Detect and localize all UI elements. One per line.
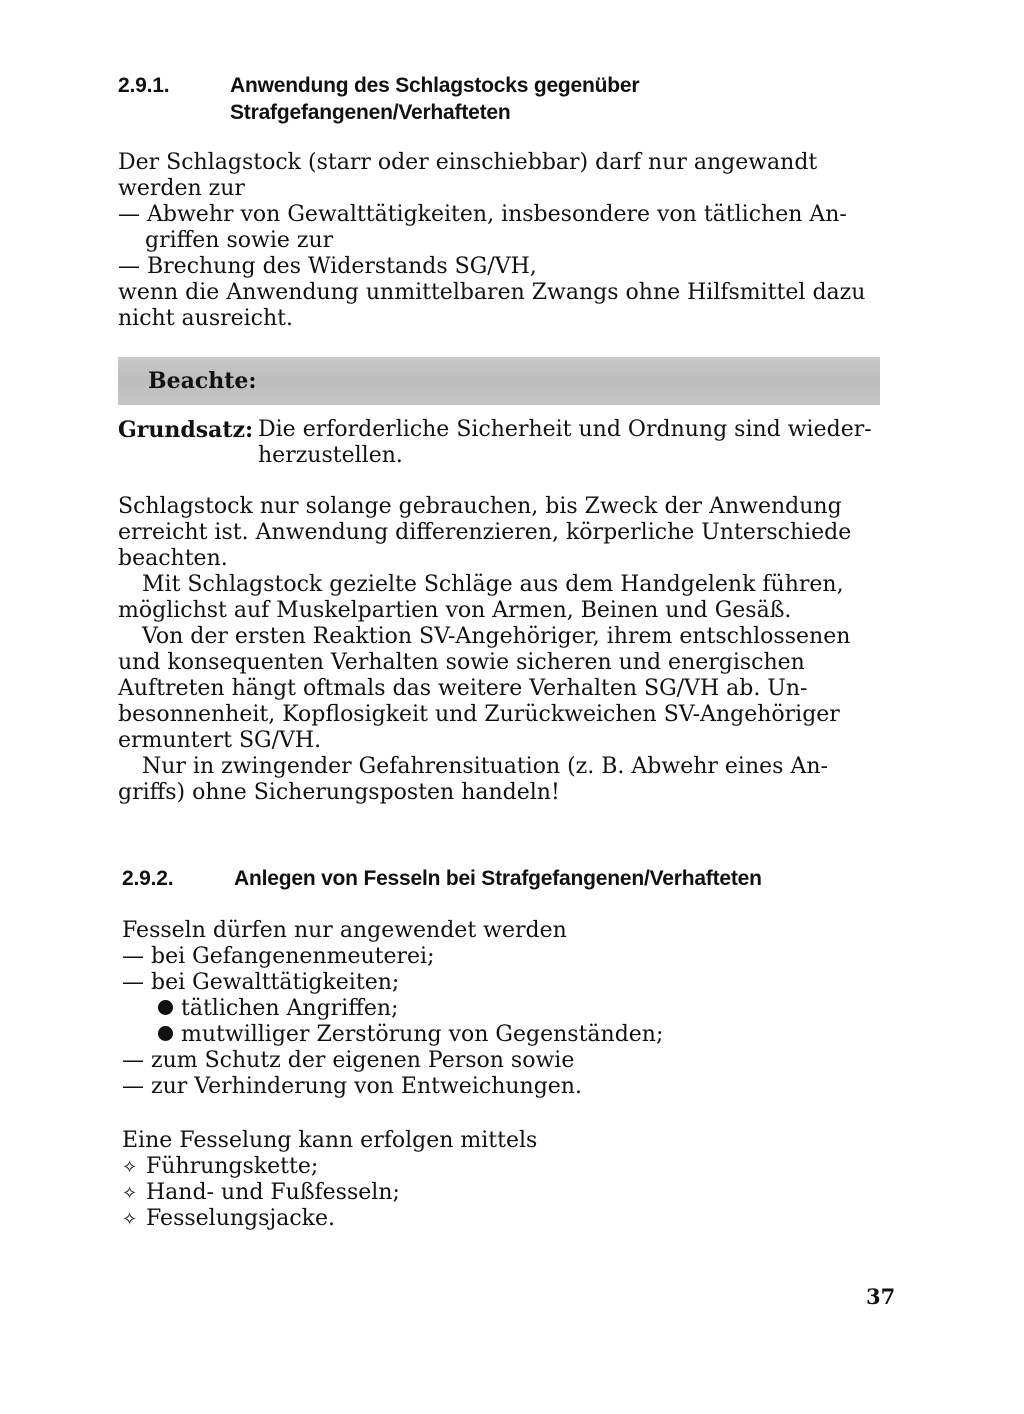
sub-list-item: mutwilliger Zerstörung von Gegenständen; [122,1022,663,1048]
list-item: ✧ Fesselungsjacke. [122,1206,336,1231]
section-number: 2.9.1. [118,74,170,97]
body-line: Eine Fesselung kann erfolgen mittels [122,1128,538,1153]
list-item: — bei Gewalttätigkeiten; [122,970,400,995]
fesselung-means [122,1128,537,1232]
body-line: — Brechung des Widerstands SG/VH, [118,254,537,279]
body-line: Von der ersten Reaktion SV-Angehöriger, ihrem entschlossenen [142,624,851,649]
body-line: und konsequenten Verhalten sowie sicheren und energischen [118,650,805,675]
body-line: möglichst auf Muskelpartien von Armen, Beinen und Gesäß. [118,598,792,623]
body-line: besonnenheit, Kopflosigkeit und Zurückweichen SV-Angehöriger [118,702,840,727]
body-line: Fesseln dürfen nur angewendet werden [122,918,567,943]
body-line: ermuntert SG/VH. [118,728,322,753]
section-heading-292 [122,865,882,892]
instructions-body [118,494,851,806]
body-line: beachten. [118,546,228,571]
section-heading-291 [118,72,878,126]
section-291-body [118,150,865,332]
four-point-star-icon: ✧ [122,1183,138,1204]
body-line: Nur in zwingender Gefahrensituation (z. B. Abwehr eines An- [142,754,828,779]
section-292-body [122,918,663,1100]
four-point-star-icon: ✧ [122,1157,138,1178]
list-item: — zur Verhinderung von Entweichungen. [122,1074,582,1099]
list-item: — zum Schutz der eigenen Person sowie [122,1048,575,1073]
body-line: wenn die Anwendung unmittelbaren Zwangs ohne Hilfsmittel dazu [118,280,866,305]
body-line: Der Schlagstock (starr oder einschiebbar) darf nur angewandt [118,150,818,175]
body-line: Schlagstock nur solange gebrauchen, bis Zweck der Anwendung [118,494,842,519]
body-line: nicht ausreicht. [118,306,294,331]
list-item: — bei Gefangenenmeuterei; [122,944,435,969]
beachte-banner [118,357,880,405]
sub-list-item: tätlichen Angriffen; [122,996,663,1022]
list-item: ✧ Führungskette; [122,1154,319,1179]
four-point-star-icon: ✧ [122,1209,138,1230]
page-number: 37 [866,1284,896,1309]
body-line: griffs) ohne Sicherungsposten handeln! [118,780,560,805]
section-title-line1: Anwendung des Schlagstocks gegenüber [230,74,640,97]
body-line: Mit Schlagstock gezielte Schläge aus dem Handgelenk führen, [142,572,844,597]
body-line: griffen sowie zur [145,228,334,253]
bullet-dot-icon [158,1026,173,1041]
body-line: werden zur [118,176,245,201]
section-title: Anlegen von Fesseln bei Strafgefangenen/Verhafteten [234,867,762,890]
beachte-label: Beachte: [148,368,257,394]
grundsatz-text-line1: Die erforderliche Sicherheit und Ordnung sind wieder- [258,417,872,442]
body-line: — Abwehr von Gewalttätigkeiten, insbesondere von tätlichen An- [118,202,847,227]
body-line: Auftreten hängt oftmals das weitere Verhalten SG/VH ab. Un- [118,676,808,701]
bullet-dot-icon [158,1000,173,1015]
body-line: erreicht ist. Anwendung differenzieren, körperliche Unterschiede [118,520,852,545]
section-number: 2.9.2. [122,867,174,890]
grundsatz-text-line2: herzustellen. [258,443,403,468]
grundsatz-label: Grundsatz: [118,417,254,443]
section-title-line2: Strafgefangenen/Verhafteten [230,101,511,124]
list-item: ✧ Hand- und Fußfesseln; [122,1180,400,1205]
